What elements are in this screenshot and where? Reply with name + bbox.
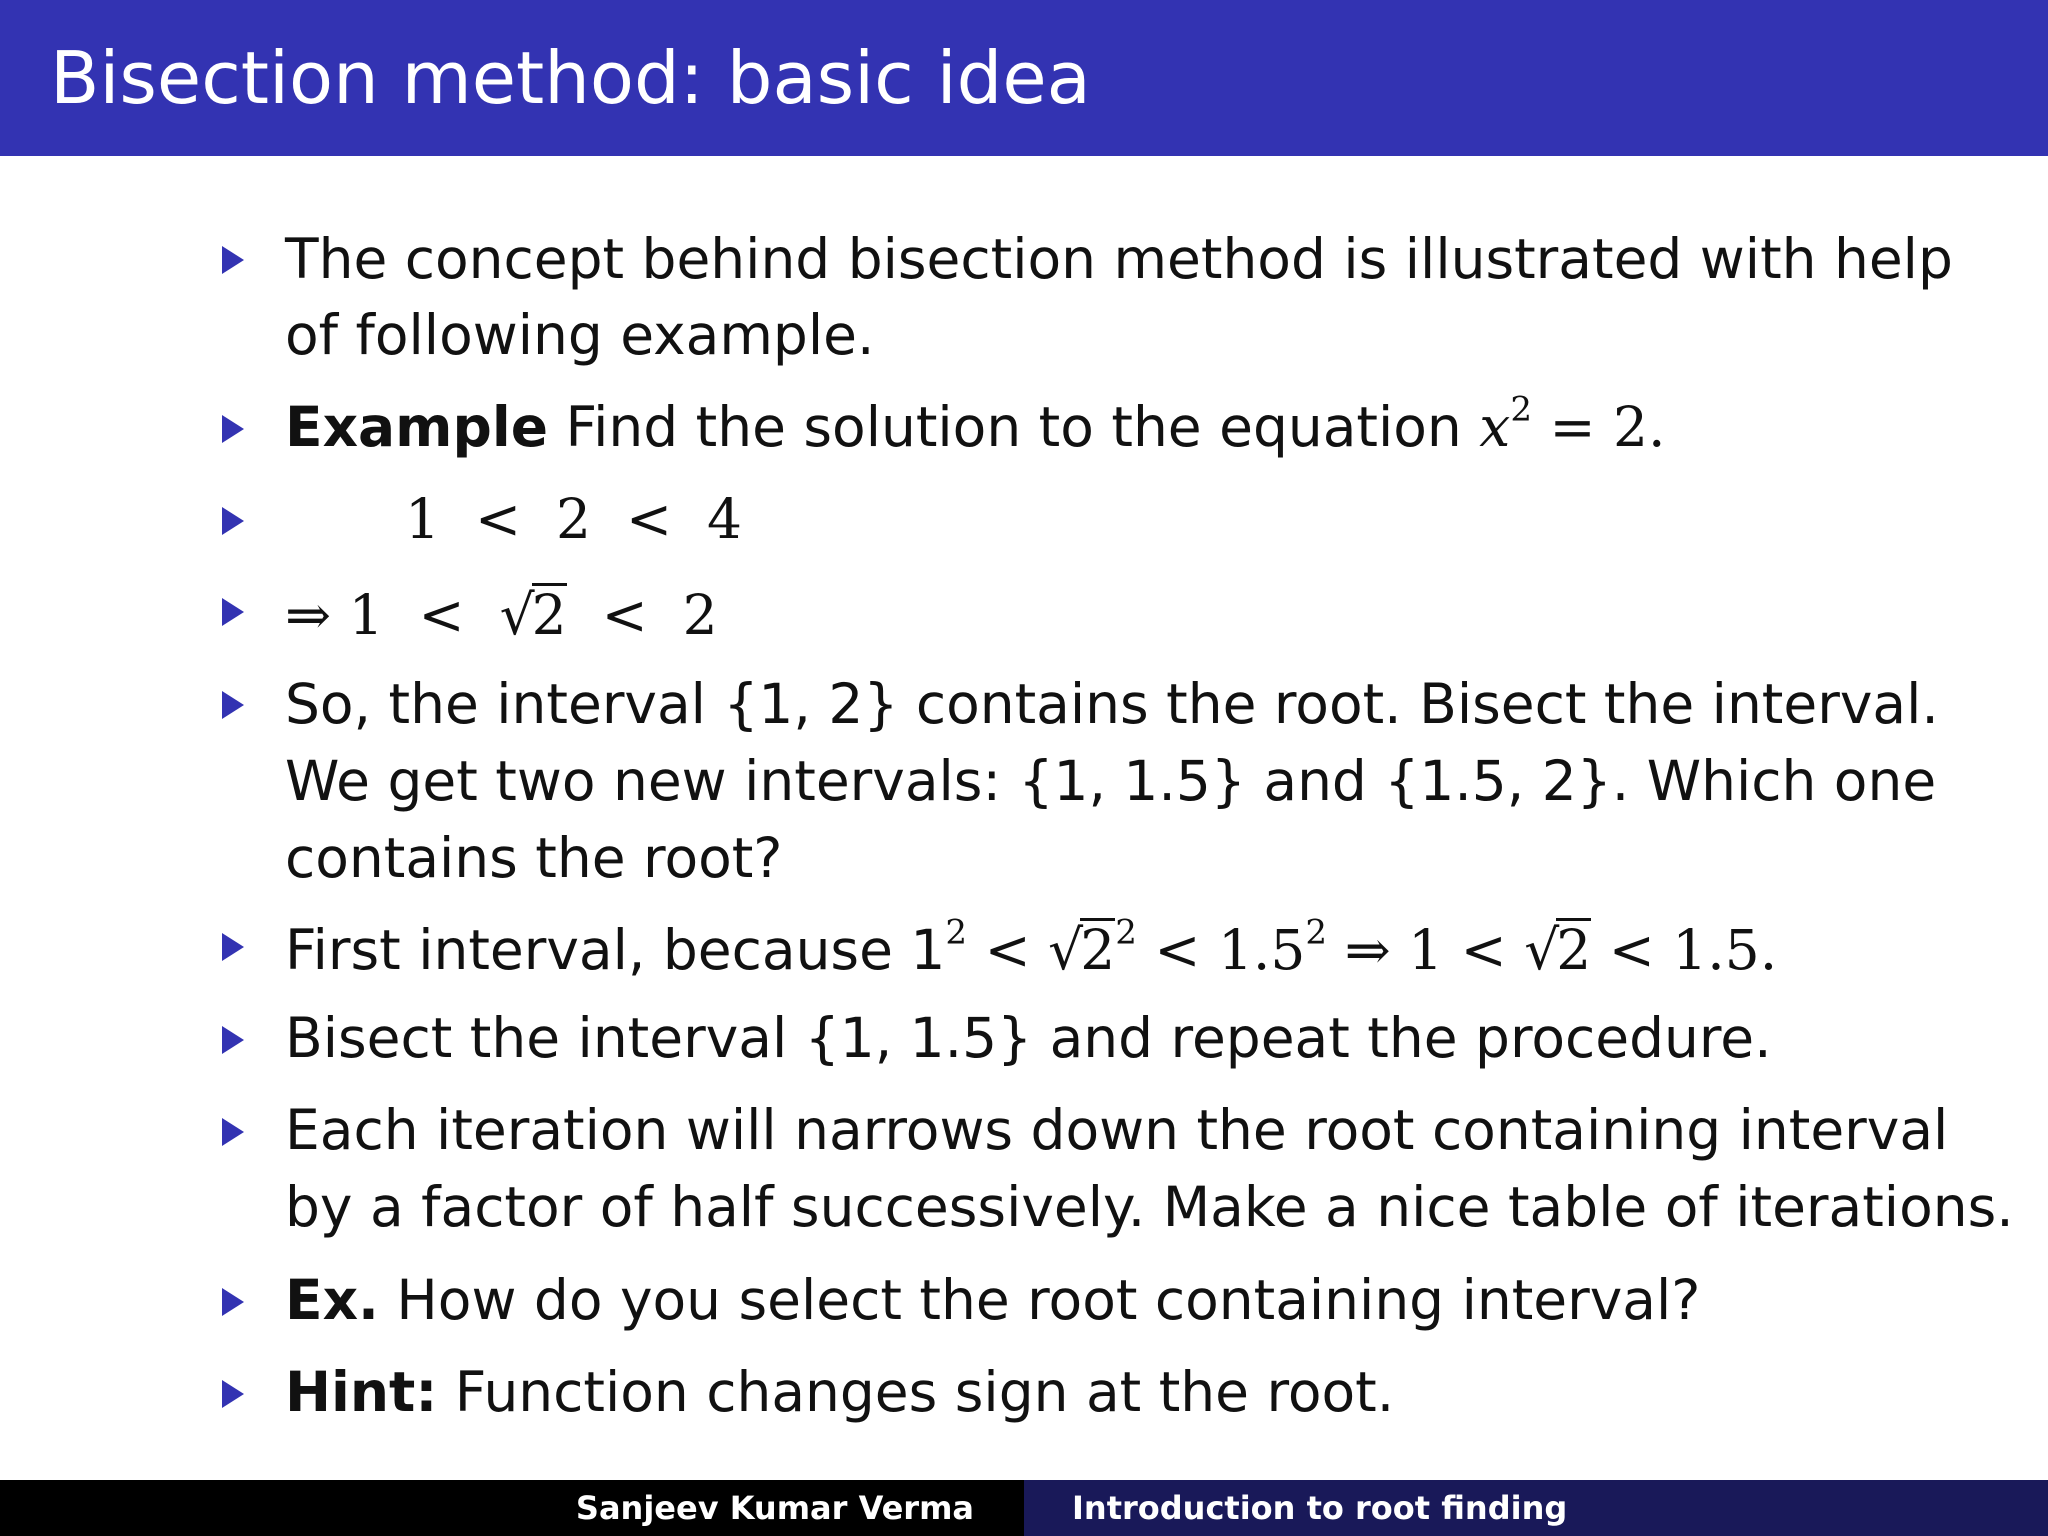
bullet-marker-icon — [222, 598, 244, 626]
bullet-5-line-2: We get two new intervals: {1, 1.5} and {1.5, 2}. Which one — [285, 749, 1937, 813]
bullet-5-line-1: So, the interval {1, 2} contains the root. Bisect the interval. — [285, 672, 1939, 736]
exponent: 2 — [945, 912, 968, 953]
inequality-end: < 1.5. — [1591, 918, 1778, 982]
equation-rhs: = 2. — [1532, 395, 1666, 459]
less-than: < — [967, 918, 1049, 982]
footer — [0, 1480, 2048, 1536]
hint-text: Function changes sign at the root. — [437, 1360, 1395, 1424]
bullet-1-line-2: of following example. — [285, 303, 875, 367]
slide-title: Bisection method: basic idea — [50, 36, 1091, 120]
bullet-8-line-2: by a factor of half successively. Make a nice table of iterations. — [285, 1175, 2014, 1239]
footer-author: Sanjeev Kumar Verma — [0, 1480, 1024, 1536]
inequality-right: < 2 — [566, 583, 718, 647]
bullet-7: Bisect the interval {1, 1.5} and repeat the procedure. — [285, 1006, 1772, 1070]
radicand: 2 — [1080, 918, 1116, 982]
equation-exponent: 2 — [1510, 389, 1532, 430]
inequality-1: 1 < 2 < 4 — [405, 487, 743, 551]
radicand: 2 — [531, 583, 567, 647]
equation-variable: x — [1479, 395, 1511, 459]
implication: ⇒ 1 < — [1327, 918, 1525, 982]
bullet-6 — [285, 912, 1778, 982]
exponent: 2 — [1115, 912, 1137, 953]
ex-label: Ex. — [285, 1268, 379, 1332]
inequality-2 — [285, 583, 718, 647]
bullet-marker-icon — [222, 933, 244, 961]
bullet-marker-icon — [222, 246, 244, 274]
radical-sign: √ — [1048, 918, 1084, 982]
bullet-marker-icon — [222, 1026, 244, 1054]
radicand: 2 — [1556, 918, 1592, 982]
bullet-marker-icon — [222, 415, 244, 443]
bullet-2-example — [285, 389, 1666, 459]
exponent: 2 — [1305, 912, 1328, 953]
example-label: Example — [285, 395, 548, 459]
bullet-1-line-1: The concept behind bisection method is illustrated with help — [285, 227, 1953, 291]
bullet-8-line-1: Each iteration will narrows down the root containing interval — [285, 1098, 1949, 1162]
bullet-marker-icon — [222, 1118, 244, 1146]
bullet-5-line-3: contains the root? — [285, 826, 783, 890]
inequality-left: 1 < — [331, 583, 500, 647]
bullet-9 — [285, 1268, 1701, 1332]
bullet-marker-icon — [222, 507, 244, 535]
radical-sign: √ — [499, 583, 535, 647]
radical-sign: √ — [1524, 918, 1560, 982]
implies-symbol: ⇒ — [285, 583, 332, 647]
bullet-marker-icon — [222, 1288, 244, 1316]
hint-label: Hint: — [285, 1360, 438, 1424]
less-than-value: < 1.5 — [1136, 918, 1306, 982]
bullet-6-text: First interval, because 1 — [285, 918, 946, 982]
ex-text: How do you select the root containing interval? — [378, 1268, 1701, 1332]
footer-title: Introduction to root finding — [1024, 1480, 2048, 1536]
example-text: Find the solution to the equation — [548, 395, 1480, 459]
bullet-marker-icon — [222, 691, 244, 719]
bullet-marker-icon — [222, 1380, 244, 1408]
bullet-10 — [285, 1360, 1395, 1424]
